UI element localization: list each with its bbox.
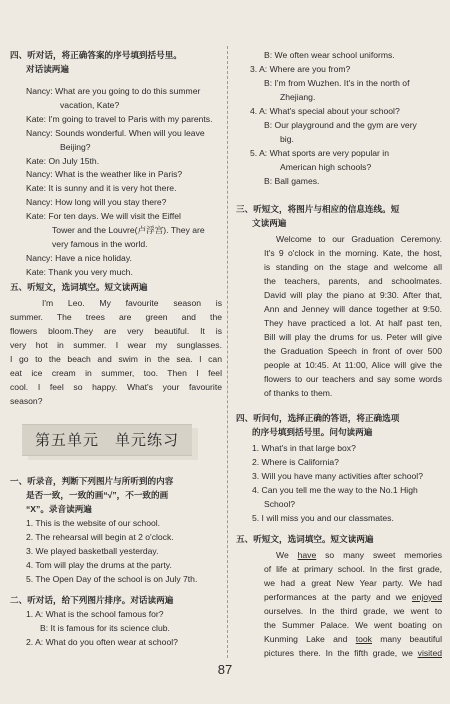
dialogue-line: Kate: It is sunny and it is very hot there.	[26, 183, 177, 193]
underlined-word: took	[355, 634, 372, 644]
dialogue-line: Nancy: What is the weather like in Paris?	[26, 169, 183, 179]
passage-line: season?	[10, 396, 43, 406]
passage-line: very hot in summer. I wear my sunglasses.	[10, 340, 222, 350]
passage-line: summer. The trees are green and the	[10, 312, 222, 322]
section-4-title-line1: 四、听问句，选择正确的答语，将正确选项	[236, 413, 400, 423]
passage-line: of life at primary school. In the first grade,	[264, 564, 442, 574]
passage-line: people at 10:45. At 11:00, Alice will give the	[264, 360, 442, 370]
list-item: American high schools?	[280, 162, 372, 172]
list-item: 3. Will you have many activities after school?	[252, 471, 423, 481]
passage-line: eat ice cream in summer, too. Then I feel	[10, 368, 222, 378]
underlined-word: have	[297, 550, 317, 560]
passage-line: David will play the piano at 9:30. After that,	[264, 290, 442, 300]
passage-line: I'm Leo. My favourite season is	[42, 298, 222, 308]
passage-line: They have practiced a lot. At half past ten,	[264, 318, 442, 328]
passage-line: the Graduation Speech in front of over 500	[264, 346, 442, 356]
list-item: 2. Where is California?	[252, 457, 339, 467]
unit-s1-title-line3: “X”。录音读两遍	[26, 504, 92, 514]
section-4-title: 四、听对话，将正确答案的序号填到括号里。	[10, 50, 182, 60]
dialogue-line: Tower and the Louvre(卢浮宫). They are	[52, 225, 205, 235]
section-3-title-line1: 三、听短文，将图片与相应的信息连线。短	[236, 204, 400, 214]
list-item: 5. I will miss you and our classmates.	[252, 513, 394, 523]
dialogue-line: Kate: For ten days. We will visit the Eiffel	[26, 211, 181, 221]
dialogue-line: Nancy: Have a nice holiday.	[26, 253, 132, 263]
section-4-title-line2: 的序号填到括号里。问句读两遍	[252, 427, 373, 437]
passage-line: ourselves. In the third grade, we went to	[264, 606, 442, 616]
section-5-title: 五、听短文，选词填空。短文读两遍	[236, 534, 374, 544]
dialogue-line: Beijing?	[60, 142, 91, 152]
dialogue-line: Kate: I'm going to travel to Paris with my parents.	[26, 114, 213, 124]
list-item: 2. A: What do you often wear at school?	[26, 637, 178, 647]
section-4-subtitle: 对话读两遍	[26, 64, 69, 74]
list-item: 4. Tom will play the drums at the party.	[26, 560, 172, 570]
passage-line: of thanks to them.	[264, 388, 333, 398]
passage-line: Welcome to our Graduation Ceremony.	[276, 234, 442, 244]
unit-s1-title-line2: 是否一致，一致的画“√”，不一致的画	[26, 490, 169, 500]
section-3-title-line2: 文读两遍	[252, 218, 287, 228]
column-divider	[227, 46, 228, 658]
list-item: 3. A: Where are you from?	[250, 64, 351, 74]
page-number: 87	[217, 662, 233, 677]
passage-line: I go to the beach and swim in the sea. I can	[10, 354, 222, 364]
list-item: 4. Can you tell me the way to the No.1 High	[252, 485, 418, 495]
list-item: big.	[280, 134, 294, 144]
unit-s1-title-line1: 一、听录音，判断下列图片与所听到的内容	[10, 476, 174, 486]
passage-line: It's 9 o'clock in the morning. Kate, the host,	[264, 248, 442, 258]
passage-line: flowers to our teachers and say some words	[264, 374, 442, 384]
dialogue-line: vacation, Kate?	[60, 100, 120, 110]
unit-title: 第五单元 单元练习	[22, 424, 192, 456]
list-item: 2. The rehearsal will begin at 2 o'clock.	[26, 532, 174, 542]
list-item: 4. A: What's special about your school?	[250, 106, 400, 116]
section-5-title: 五、听短文，选词填空。短文读两遍	[10, 282, 148, 292]
passage-line: flowers bloom.They are very beautiful. It is	[10, 326, 222, 336]
dialogue-line: Nancy: How long will you stay there?	[26, 197, 167, 207]
dialogue-line: Kate: On July 15th.	[26, 156, 100, 166]
list-item: 1. This is the website of our school.	[26, 518, 161, 528]
list-item: 1. A: What is the school famous for?	[26, 609, 164, 619]
unit-s2-title: 二、听对话，给下列图片排序。对话读两遍	[10, 595, 174, 605]
dialogue-line: Nancy: Sounds wonderful. When will you leave	[26, 128, 205, 138]
passage-line: We have so many sweet memories	[276, 550, 442, 560]
dialogue-line: Nancy: What are you going to do this summer	[26, 86, 201, 96]
dialogue-line: very famous in the world.	[52, 239, 148, 249]
list-item: School?	[264, 499, 296, 509]
list-item: 5. The Open Day of the school is on July 7th.	[26, 574, 198, 584]
dialogue-line: Kate: Thank you very much.	[26, 267, 133, 277]
underlined-word: enjoyed	[411, 592, 442, 602]
passage-line: Bill will play the drums for us. Peter will give	[264, 332, 442, 342]
passage-line: performances at the party and we enjoyed	[264, 592, 442, 602]
list-item: B: We often wear school uniforms.	[264, 50, 395, 60]
list-item: 1. What's in that large box?	[252, 443, 356, 453]
passage-line: is standing on the stage and welcome all	[264, 262, 442, 272]
list-item: B: I'm from Wuzhen. It's in the north of	[264, 78, 410, 88]
list-item: 5. A: What sports are very popular in	[250, 148, 389, 158]
passage-line: the Summer Palace. We went boating on	[264, 620, 442, 630]
list-item: Zhejiang.	[280, 92, 316, 102]
passage-line: Kunming Lake and took many beautiful	[264, 634, 442, 644]
passage-line: pictures there. In the fifth grade, we visited	[264, 648, 442, 658]
list-item: B: Ball games.	[264, 176, 320, 186]
list-item: B: It is famous for its science club.	[40, 623, 170, 633]
list-item: B: Our playground and the gym are very	[264, 120, 417, 130]
passage-line: the teachers, parents, and schoolmates.	[264, 276, 442, 286]
list-item: 3. We played basketball yesterday.	[26, 546, 159, 556]
passage-line: we had a great New Year party. We had	[264, 578, 442, 588]
passage-line: Ann and Jenney will dance together at 9:50.	[264, 304, 442, 314]
underlined-word: visited	[417, 648, 442, 658]
passage-line: cool. I feel so happy. What's your favourite	[10, 382, 222, 392]
